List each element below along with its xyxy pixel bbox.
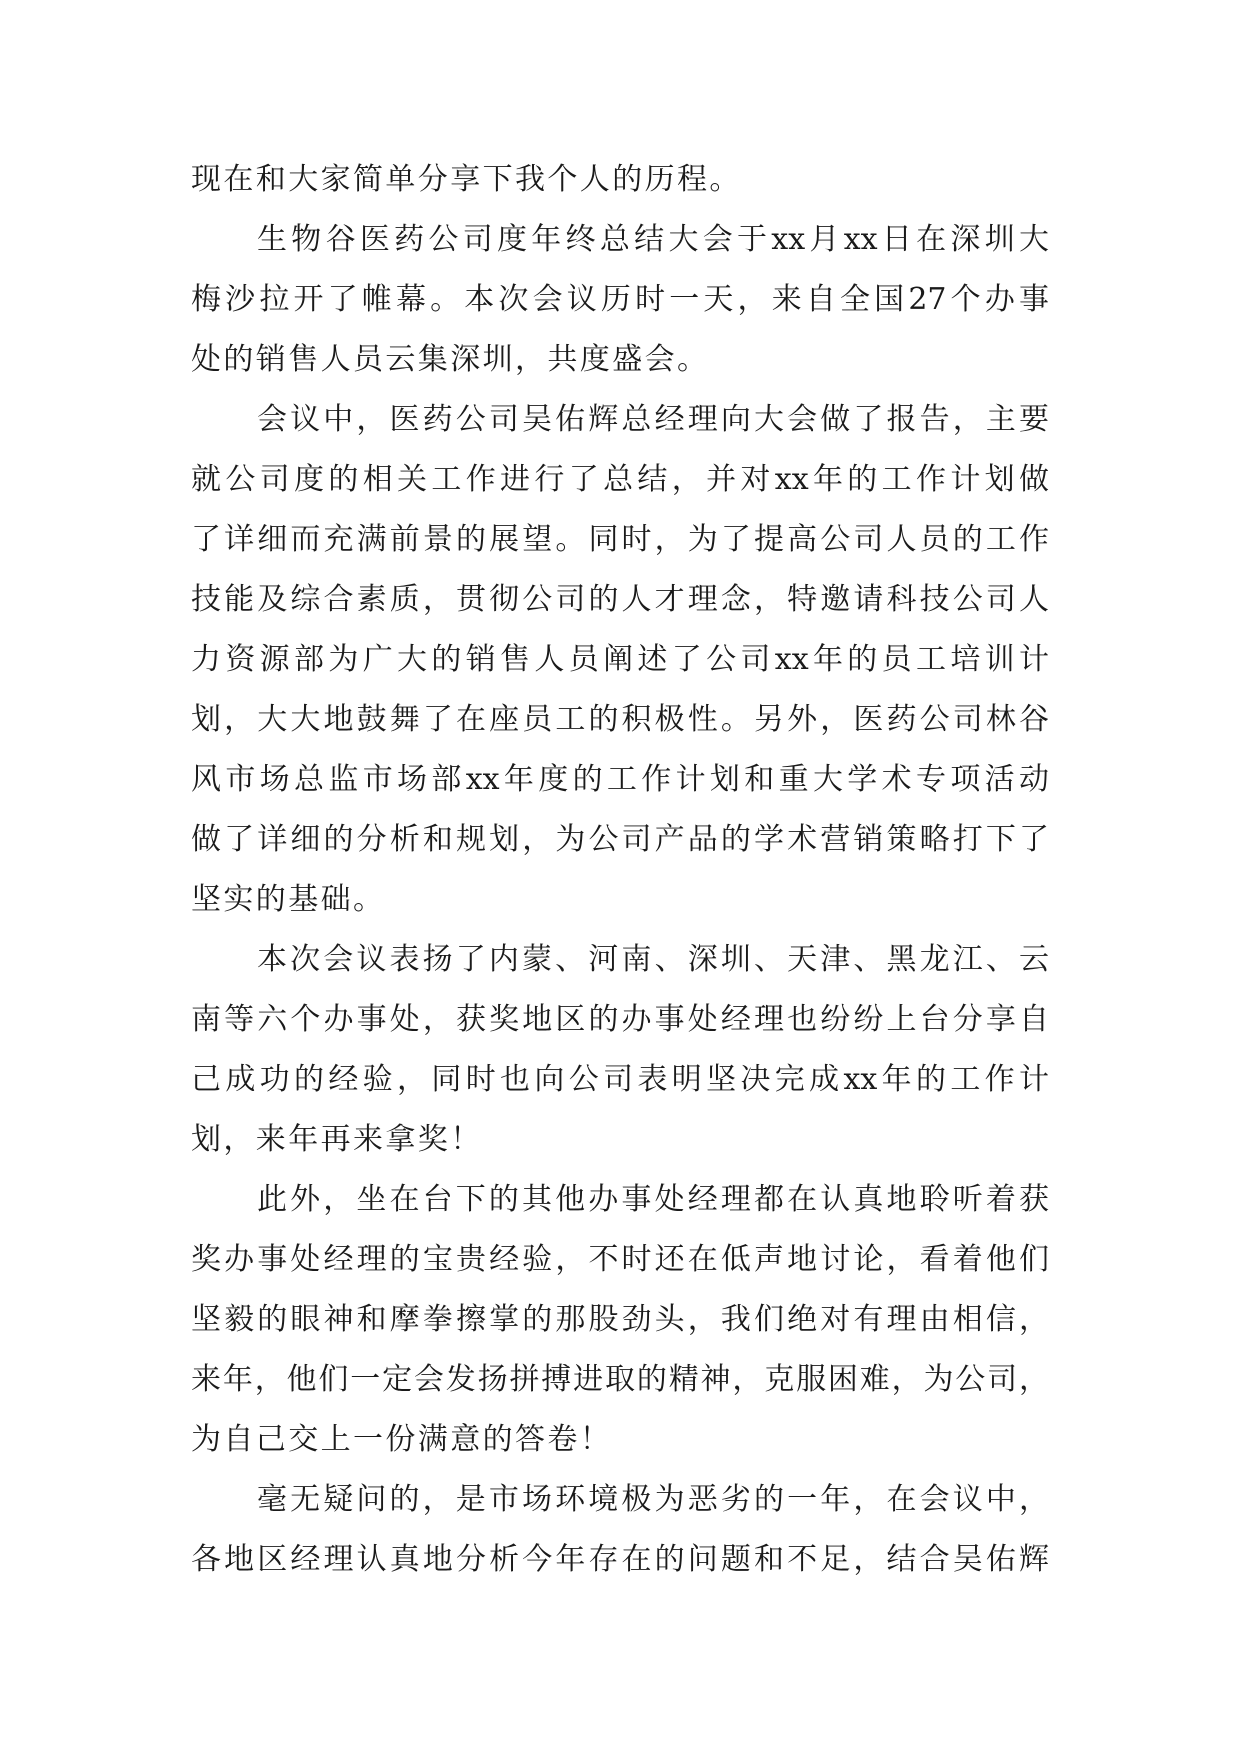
paragraph-p1 — [191, 150, 1049, 210]
text-line: 会议中，医药公司吴佑辉总经理向大会做了报告，主要 — [257, 402, 1049, 437]
text-line: 生物谷医药公司度年终总结大会于xx月xx日在深圳大 — [257, 222, 1049, 257]
text-line: 坚实的基础。 — [191, 882, 386, 917]
paragraph-p5 — [191, 1170, 1049, 1470]
text-line: 本次会议表扬了内蒙、河南、深圳、天津、黑龙江、云 — [257, 942, 1049, 977]
text-line: 梅沙拉开了帷幕。本次会议历时一天，来自全国27个办事 — [191, 282, 1049, 317]
text-line: 划，大大地鼓舞了在座员工的积极性。另外，医药公司林谷 — [191, 702, 1049, 737]
text-line: 就公司度的相关工作进行了总结，并对xx年的工作计划做 — [191, 462, 1049, 497]
text-line: 技能及综合素质，贯彻公司的人才理念，特邀请科技公司人 — [191, 582, 1049, 617]
document-body — [191, 150, 1049, 1590]
paragraph-p6 — [191, 1470, 1049, 1590]
text-line: 南等六个办事处，获奖地区的办事处经理也纷纷上台分享自 — [191, 1002, 1049, 1037]
text-line: 各地区经理认真地分析今年存在的问题和不足，结合吴佑辉 — [191, 1542, 1049, 1577]
text-line: 划，来年再来拿奖！ — [191, 1122, 483, 1157]
text-line: 为自己交上一份满意的答卷！ — [191, 1422, 613, 1457]
text-line: 力资源部为广大的销售人员阐述了公司xx年的员工培训计 — [191, 642, 1049, 677]
text-line: 处的销售人员云集深圳，共度盛会。 — [191, 342, 710, 377]
text-line: 奖办事处经理的宝贵经验，不时还在低声地讨论，看着他们 — [191, 1242, 1049, 1277]
text-line: 毫无疑问的，是市场环境极为恶劣的一年，在会议中， — [257, 1482, 1049, 1517]
paragraph-p3 — [191, 390, 1049, 930]
paragraph-p4 — [191, 930, 1049, 1170]
text-line: 做了详细的分析和规划，为公司产品的学术营销策略打下了 — [191, 822, 1049, 857]
text-line: 己成功的经验，同时也向公司表明坚决完成xx年的工作计 — [191, 1062, 1049, 1097]
text-line: 了详细而充满前景的展望。同时，为了提高公司人员的工作 — [191, 522, 1049, 557]
text-line: 此外，坐在台下的其他办事处经理都在认真地聆听着获 — [257, 1182, 1049, 1217]
text-line: 来年，他们一定会发扬拼搏进取的精神，克服困难，为公司， — [191, 1362, 1049, 1397]
text-line: 风市场总监市场部xx年度的工作计划和重大学术专项活动 — [191, 762, 1049, 797]
text-line: 现在和大家简单分享下我个人的历程。 — [191, 162, 742, 197]
paragraph-p2 — [191, 210, 1049, 390]
text-line: 坚毅的眼神和摩拳擦掌的那股劲头，我们绝对有理由相信， — [191, 1302, 1049, 1337]
